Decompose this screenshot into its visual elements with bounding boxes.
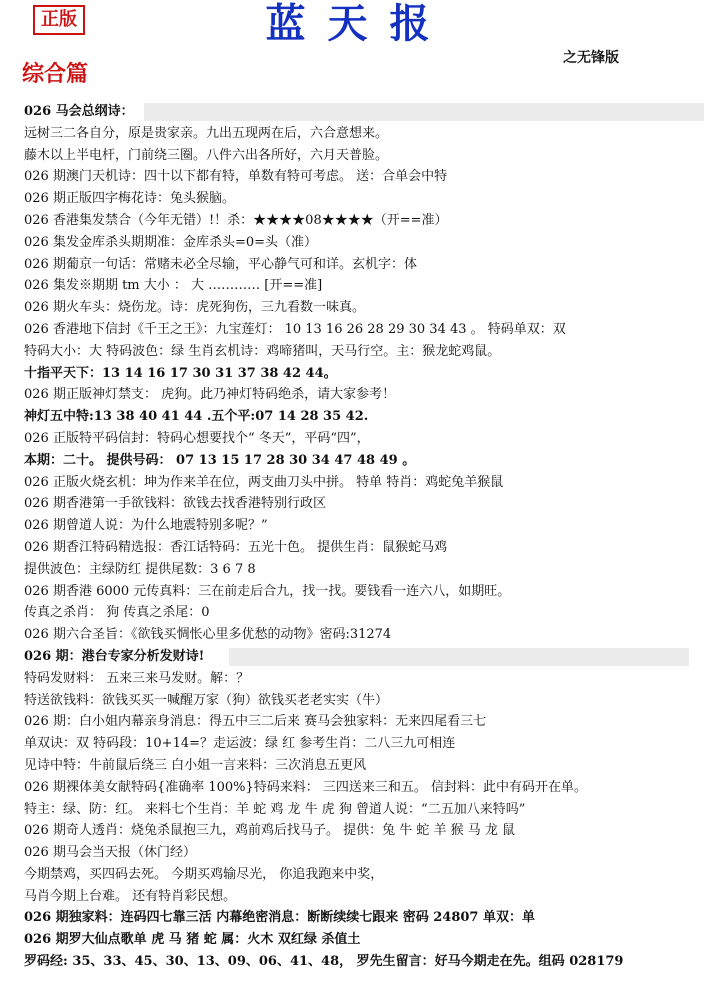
text-line-content: 见诗中特：牛前鼠后绕三 白小姐一言来料：三次消息五更风	[24, 757, 367, 773]
text-line-content: 026 集发※期期 tm 大小 ： 大 ………… [开==准]	[24, 278, 323, 294]
text-line	[24, 384, 704, 406]
edition-label: 之无锋版	[563, 50, 619, 66]
text-line	[24, 842, 704, 864]
text-line	[24, 188, 704, 210]
text-line-content: 026 期奇人透肖：烧兔杀鼠抱三九，鸡前鸡后找马子。 提供：兔 牛 蛇 羊 猴 马 龙 鼠	[24, 823, 516, 839]
text-line-content: 026 期香江特码精选报：香江话特码：五光十色。 提供生肖：鼠猴蛇马鸡	[24, 539, 448, 555]
text-line-content: 026 期火车头：烧伤龙。诗：虎死狗伤，三九看数一味真。	[24, 300, 365, 316]
text-line-content: 026 期裸体美女献特码{准确率 100%}特码来料： 三四送来三和五。 信封料：此中有码开在单。	[24, 779, 588, 795]
text-line-content: 罗码经: 35、33、45、30、13、09、06、41、48， 罗先生留言：好马今期走在先。组码 028179	[24, 954, 624, 970]
text-line-content: 026 期香港第一手欲钱料：欲钱去找香港特别行政区	[24, 496, 326, 512]
text-line	[24, 820, 704, 842]
highlight-band	[229, 648, 689, 666]
highlight-band	[144, 103, 704, 121]
text-line-content: 马肖今期上台难。 还有特肖彩民想。	[24, 888, 237, 904]
text-line-content: 026 香港集发禁合（今年无错）!！杀：★★★★08★★★★（开==准）	[24, 212, 448, 228]
text-line	[24, 646, 704, 668]
text-line	[24, 929, 704, 951]
text-line-content: 提供波色：主绿防红 提供尾数：3 6 7 8	[24, 561, 256, 577]
text-line	[24, 690, 704, 712]
text-line	[24, 319, 704, 341]
text-line	[24, 232, 704, 254]
text-line	[24, 864, 704, 886]
text-line-content: 特码大小：大 特码波色：绿 生肖玄机诗：鸡啼猪叫，天马行空。主：猴龙蛇鸡鼠。	[24, 343, 501, 359]
text-line-content: 今期禁鸡，买四码去死。 今期买鸡输尽光， 你追我跑来中奖，	[24, 866, 384, 882]
text-line	[24, 254, 704, 276]
text-line	[24, 472, 704, 494]
text-line-content: 026 期马会当天报（休门经）	[24, 845, 196, 861]
text-line	[24, 450, 704, 472]
text-line-content: 特主：绿、防：红。 来料七个生肖：羊 蛇 鸡 龙 牛 虎 狗 曾道人说：“二五加八来特吗”	[24, 801, 526, 817]
text-line	[24, 515, 704, 537]
text-line-content: 特送欲钱料：欲钱买买一喊醒万家（狗）欲钱买老老实实（牛）	[24, 692, 389, 708]
text-line	[24, 363, 704, 385]
text-line-content: 单双诀：双 特码段：10+14=？走运波：绿 红 参考生肖：二八三九可相连	[24, 736, 456, 752]
text-line-content: 026 正版特平码信封：特码心想要找个“ 冬天”，平码“四”，	[24, 430, 370, 446]
text-line-content: 026 期六合圣旨：《欲钱买惆怅心里多优愁的动物》密码:31274	[24, 627, 392, 643]
text-line	[24, 581, 704, 603]
text-line-content: 026 期曾道人说：为什么地震特别多呢？”	[24, 518, 268, 534]
text-line-content: 本期：二十。 提供号码： 07 13 15 17 28 30 34 47 48 49 。	[24, 452, 416, 468]
text-line-content: 传真之杀肖： 狗 传真之杀尾：0	[24, 605, 210, 621]
text-line	[24, 559, 704, 581]
text-line-content: 026 期独家料：连码四七靠三活 内幕绝密消息：断断续续七跟来 密码 24807 单双：单	[24, 910, 535, 926]
article-body	[24, 101, 704, 973]
text-line	[24, 733, 704, 755]
text-line	[24, 799, 704, 821]
text-line-content: 神灯五中特:13 38 40 41 44 .五个平:07 14 28 35 42.	[24, 409, 369, 425]
text-line	[24, 668, 704, 690]
text-line-content: 026 正版火烧玄机：坤为作来羊在位，两支曲刀头中拼。 特单 特肖：鸡蛇兔羊猴鼠	[24, 474, 504, 490]
page-title: 蓝天报	[265, 0, 452, 47]
text-line-content: 026 期正版神灯禁支： 虎狗。此乃神灯特码绝杀，请大家参考！	[24, 387, 396, 403]
text-line-content: 藤木以上半电杆，门前绕三圈。八件六出各所好，六月天普脸。	[24, 147, 389, 163]
text-line	[24, 624, 704, 646]
text-line-content: 026 期：港台专家分析发财诗!	[24, 648, 205, 664]
text-line	[24, 101, 704, 123]
text-line	[24, 166, 704, 188]
text-line	[24, 602, 704, 624]
text-line	[24, 493, 704, 515]
text-line	[24, 777, 704, 799]
text-line-content: 026 集发金库杀头期期准：金库杀头=0=头（准）	[24, 234, 318, 250]
text-line	[24, 886, 704, 908]
text-line	[24, 711, 704, 733]
text-line	[24, 406, 704, 428]
text-line-content: 026 期：白小姐内幕亲身消息：得五中三二后来 赛马会独家料：无来四尾看三七	[24, 714, 487, 730]
text-line	[24, 537, 704, 559]
text-line	[24, 907, 704, 929]
genuine-badge: 正版	[33, 5, 85, 35]
text-line	[24, 275, 704, 297]
text-line	[24, 297, 704, 319]
text-line-content: 026 期葡京一句话：常赌未必全尽输，平心静气可和详。玄机字：体	[24, 256, 417, 272]
text-line	[24, 951, 704, 973]
text-line-content: 026 期香港 6000 元传真料：三在前走后合九，找一找。要钱看一连六八，如期旺。	[24, 583, 511, 599]
text-line-content: 026 期正版四字梅花诗：兔头猴脑。	[24, 191, 235, 207]
text-line-content: 远树三二各自分，原是贵家亲。九出五现两在后，六合意想来。	[24, 125, 389, 141]
text-line	[24, 428, 704, 450]
text-line-content: 特码发财料： 五来三来马发财。解：？	[24, 670, 250, 686]
section-heading: 综合篇	[22, 62, 89, 87]
text-line	[24, 341, 704, 363]
text-line-content: 026 期澳门天机诗：四十以下都有特，单数有特可考虑。 送：合单会中特	[24, 169, 448, 185]
text-line	[24, 123, 704, 145]
text-line	[24, 210, 704, 232]
text-line-content: 十指平天下：13 14 16 17 30 31 37 38 42 44。	[24, 365, 337, 381]
text-line-content: 026 香港地下信封《千王之王》：九宝莲灯： 10 13 16 26 28 29 30 34 43 。 特码单双：双	[24, 321, 566, 337]
text-line-content: 026 期罗大仙点歌单 虎 马 猪 蛇 属：火木 双红绿 杀值土	[24, 932, 361, 948]
text-line	[24, 755, 704, 777]
text-line-content: 026 马会总纲诗：	[24, 104, 134, 119]
text-line	[24, 145, 704, 167]
